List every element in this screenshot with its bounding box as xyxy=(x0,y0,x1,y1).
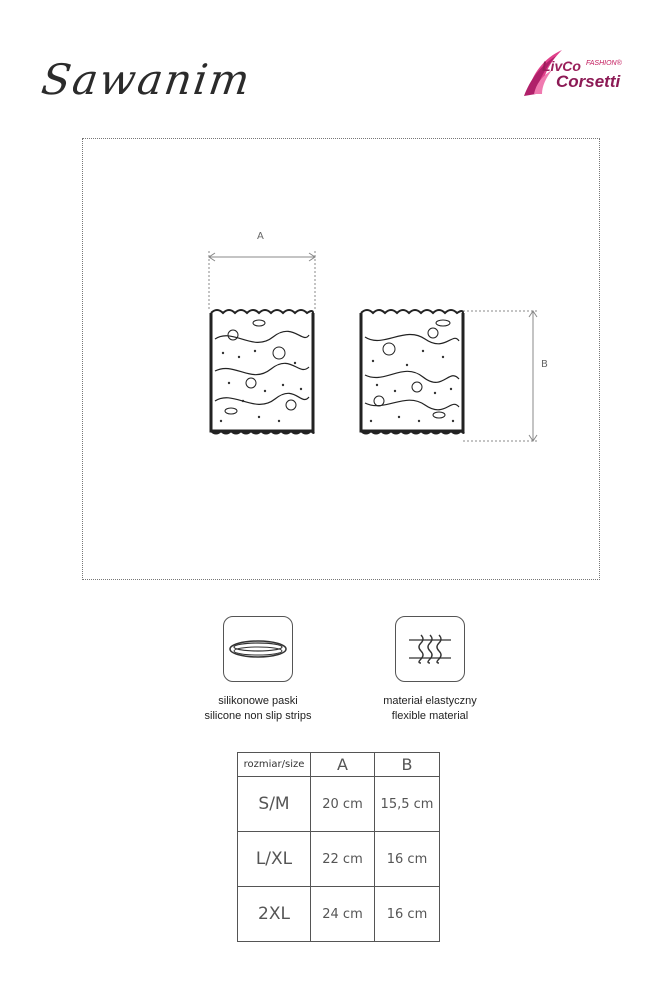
silicone-strip-icon xyxy=(223,616,293,682)
dimension-a-line xyxy=(209,251,315,309)
feature-flexible-line-pl: materiał elastyczny xyxy=(383,695,477,707)
size-header-label: rozmiar/size xyxy=(238,753,311,777)
column-b-header: B xyxy=(375,753,440,777)
table-row xyxy=(238,887,440,942)
value-b: 16 cm xyxy=(375,832,440,887)
dimension-a-label: A xyxy=(257,231,264,242)
table-row xyxy=(238,832,440,887)
brand-logo xyxy=(522,44,646,104)
size-label: L/XL xyxy=(238,832,311,887)
feature-flexible-text xyxy=(350,694,510,724)
feature-flexible-material xyxy=(350,616,510,724)
feature-flexible-line-en: flexible material xyxy=(391,710,469,722)
logo-text-fashion: FASHION® xyxy=(586,60,622,67)
product-title: Sawanim xyxy=(38,55,255,104)
size-label: S/M xyxy=(238,777,311,832)
product-diagram-frame xyxy=(82,138,600,580)
dimension-b-label: B xyxy=(541,359,548,370)
size-label: 2XL xyxy=(238,887,311,942)
value-a: 24 cm xyxy=(311,887,375,942)
value-b: 16 cm xyxy=(375,887,440,942)
logo-text-corsetti: Corsetti xyxy=(556,72,621,91)
size-table-header-row xyxy=(238,753,440,777)
value-a: 22 cm xyxy=(311,832,375,887)
column-a-header: A xyxy=(311,753,375,777)
lace-band-front xyxy=(211,310,314,434)
elastic-material-icon xyxy=(395,616,465,682)
lace-band-front-dots xyxy=(220,350,302,422)
feature-silicone-strips xyxy=(178,616,338,724)
feature-silicone-line-pl: silikonowe paski xyxy=(218,695,298,707)
value-b: 15,5 cm xyxy=(375,777,440,832)
feature-silicone-line-en: silicone non slip strips xyxy=(204,710,312,722)
dimension-b-line xyxy=(463,311,539,441)
logo-text-livco: LivCo xyxy=(542,58,581,74)
lace-band-back xyxy=(361,310,464,434)
table-row xyxy=(238,777,440,832)
feature-silicone-text xyxy=(178,694,338,724)
value-a: 20 cm xyxy=(311,777,375,832)
lace-band-illustration xyxy=(83,139,601,581)
size-table xyxy=(237,752,440,942)
